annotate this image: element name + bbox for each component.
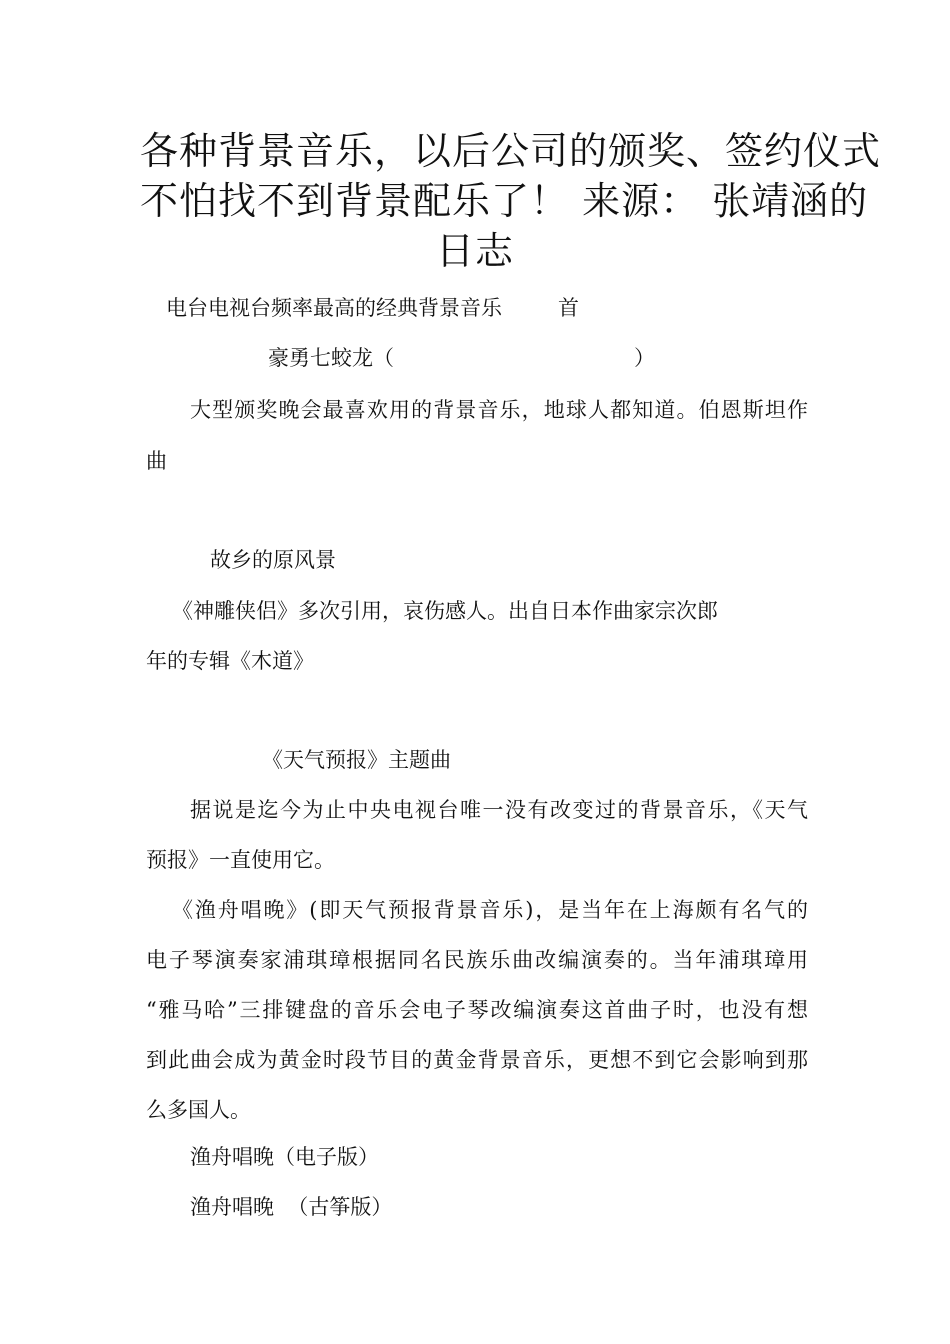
song1-title: 豪勇七蛟龙（	[268, 346, 394, 370]
document-title	[140, 126, 882, 276]
song3-para2-line-5: 么多国人。	[146, 1098, 251, 1122]
version-electronic: 渔舟唱晚（电子版）	[190, 1145, 379, 1169]
song3-para2-line-3: “雅马哈”三排键盘的音乐会电子琴改编演奏这首曲子时，也没有想	[146, 998, 808, 1022]
intro-line: 电台电视台频率最高的经典背景音乐	[166, 296, 502, 320]
title-line-2: 不怕找不到背景配乐了！ 来源： 张靖涵的	[140, 179, 869, 223]
title-line-3: 日志	[435, 229, 514, 273]
song1-desc-line-1: 大型颁奖晚会最喜欢用的背景音乐，地球人都知道。伯恩斯坦作	[190, 398, 808, 422]
song3-title: 《天气预报》主题曲	[262, 748, 451, 772]
song2-desc-line-2: 年的专辑《木道》	[146, 649, 314, 673]
title-line-1: 各种背景音乐，以后公司的颁奖、签约仪式	[140, 129, 882, 173]
song2-desc-line-1: 《神雕侠侣》多次引用，哀伤感人。出自日本作曲家宗次郎	[172, 599, 718, 623]
intro-line-end: 首	[558, 296, 579, 320]
song3-para2-line-4: 到此曲会成为黄金时段节目的黄金背景音乐，更想不到它会影响到那	[146, 1048, 808, 1072]
song3-desc-line-1: 据说是迄今为止中央电视台唯一没有改变过的背景音乐，《天气	[190, 798, 808, 822]
song1-desc-line-2: 曲	[146, 449, 167, 473]
song3-para2-line-2: 电子琴演奏家浦琪璋根据同名民族乐曲改编演奏的。当年浦琪璋用	[146, 948, 808, 972]
version-guzheng: 渔舟唱晚 （古筝版）	[190, 1195, 393, 1219]
song3-para2-line-1: 《渔舟唱晚》(即天气预报背景音乐)，是当年在上海颇有名气的	[172, 898, 808, 922]
song1-title-close: ）	[634, 346, 655, 370]
song3-desc-line-2: 预报》一直使用它。	[146, 848, 335, 872]
song2-title: 故乡的原风景	[210, 548, 336, 572]
